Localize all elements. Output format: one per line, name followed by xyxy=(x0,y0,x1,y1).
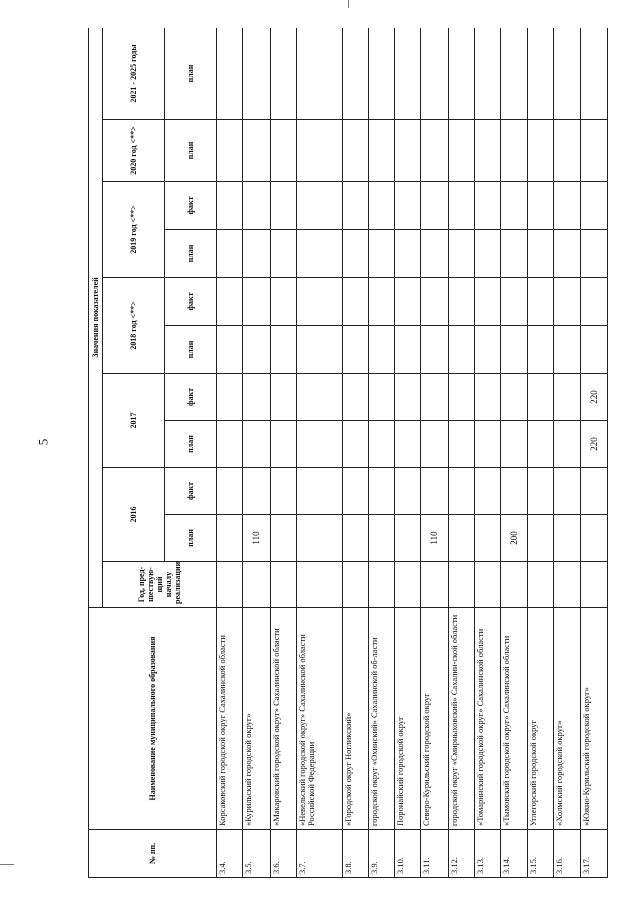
value-cell xyxy=(270,374,296,421)
value-cell: 200 xyxy=(500,515,527,562)
value-cell xyxy=(243,230,270,278)
value-cell xyxy=(368,326,394,374)
value-cell xyxy=(474,421,500,468)
value-cell xyxy=(500,562,527,608)
value-cell xyxy=(243,278,270,326)
value-cell xyxy=(296,374,342,421)
header-fact: факт xyxy=(165,468,217,515)
value-cell xyxy=(243,28,270,120)
value-cell xyxy=(421,374,448,421)
value-cell xyxy=(500,28,527,120)
table-row xyxy=(474,28,500,878)
value-cell xyxy=(474,374,500,421)
header-year-2017: 2017 xyxy=(103,374,165,468)
value-cell xyxy=(342,230,368,278)
value-cell xyxy=(395,468,421,515)
value-cell: 110 xyxy=(243,515,270,562)
value-cell xyxy=(528,326,554,374)
value-cell xyxy=(342,468,368,515)
value-cell xyxy=(474,468,500,515)
row-number: 3.15. xyxy=(528,830,554,878)
value-cell xyxy=(421,278,448,326)
municipality-name: «Южно-Курильский городской округ» xyxy=(580,608,607,830)
value-cell xyxy=(580,562,607,608)
value-cell xyxy=(528,562,554,608)
value-cell xyxy=(554,515,580,562)
value-cell xyxy=(217,515,243,562)
value-cell xyxy=(500,120,527,182)
value-cell xyxy=(342,326,368,374)
value-cell xyxy=(528,515,554,562)
value-cell xyxy=(270,326,296,374)
value-cell xyxy=(217,326,243,374)
value-cell xyxy=(395,278,421,326)
value-cell xyxy=(217,421,243,468)
value-cell xyxy=(243,468,270,515)
value-cell xyxy=(217,468,243,515)
value-cell xyxy=(342,278,368,326)
value-cell xyxy=(554,278,580,326)
value-cell xyxy=(528,182,554,230)
value-cell xyxy=(270,278,296,326)
header-fact: факт xyxy=(165,278,217,326)
value-cell xyxy=(580,120,607,182)
value-cell xyxy=(421,28,448,120)
value-cell xyxy=(395,562,421,608)
value-cell xyxy=(368,374,394,421)
value-cell xyxy=(296,515,342,562)
value-cell xyxy=(243,326,270,374)
value-cell xyxy=(296,182,342,230)
header-year-2016: 2016 xyxy=(103,468,165,562)
value-cell xyxy=(554,326,580,374)
value-cell xyxy=(296,120,342,182)
value-cell xyxy=(296,562,342,608)
value-cell xyxy=(528,468,554,515)
value-cell xyxy=(217,182,243,230)
value-cell xyxy=(500,182,527,230)
value-cell xyxy=(448,230,474,278)
value-cell: 220 xyxy=(580,421,607,468)
value-cell xyxy=(296,468,342,515)
value-cell xyxy=(342,182,368,230)
table-row xyxy=(421,28,448,878)
value-cell xyxy=(395,374,421,421)
value-cell xyxy=(296,230,342,278)
value-cell xyxy=(217,120,243,182)
value-cell xyxy=(500,326,527,374)
value-cell xyxy=(554,120,580,182)
value-cell xyxy=(554,28,580,120)
value-cell xyxy=(528,421,554,468)
value-cell xyxy=(395,515,421,562)
value-cell xyxy=(500,421,527,468)
municipality-name: «Тымовский городской округ» Сахалинской области xyxy=(500,608,527,830)
value-cell xyxy=(448,326,474,374)
header-year-2018: 2018 год <**> xyxy=(103,278,165,374)
value-cell xyxy=(270,28,296,120)
municipality-name: Корсаковский городской округ Сахалинской области xyxy=(217,608,243,830)
municipality-name: Углегорский городской округ xyxy=(528,608,554,830)
value-cell xyxy=(296,421,342,468)
value-cell xyxy=(528,374,554,421)
value-cell xyxy=(243,421,270,468)
page-number: 5 xyxy=(35,438,51,446)
value-cell xyxy=(528,28,554,120)
value-cell xyxy=(448,515,474,562)
table-row xyxy=(243,28,270,878)
value-cell xyxy=(395,28,421,120)
row-number: 3.13. xyxy=(474,830,500,878)
value-cell xyxy=(342,562,368,608)
value-cell xyxy=(448,421,474,468)
row-number: 3.17. xyxy=(580,830,607,878)
row-number: 3.14. xyxy=(500,830,527,878)
value-cell xyxy=(243,374,270,421)
municipality-name: городской округ «Охинский» Сахалинской об-ласти xyxy=(368,608,394,830)
value-cell xyxy=(474,515,500,562)
value-cell xyxy=(474,120,500,182)
value-cell xyxy=(368,562,394,608)
table-row xyxy=(296,28,342,878)
value-cell xyxy=(217,28,243,120)
value-cell xyxy=(342,515,368,562)
municipality-name: городской округ «Смирныховский» Сахалин-ской области xyxy=(448,608,474,830)
value-cell xyxy=(270,182,296,230)
municipality-name: «Томаринский городской округ» Сахалинской области xyxy=(474,608,500,830)
value-cell xyxy=(448,468,474,515)
row-number: 3.7. xyxy=(296,830,342,878)
value-cell xyxy=(243,562,270,608)
header-values-group: Значения показателей xyxy=(89,28,103,608)
value-cell xyxy=(217,230,243,278)
header-plan: план xyxy=(165,28,217,120)
value-cell xyxy=(395,120,421,182)
municipality-name: «Курильский городской округ» xyxy=(243,608,270,830)
value-cell xyxy=(270,120,296,182)
header-name: Наименование муниципального образования xyxy=(89,608,217,830)
value-cell xyxy=(217,562,243,608)
value-cell xyxy=(368,230,394,278)
header-plan: план xyxy=(165,421,217,468)
value-cell: 220 xyxy=(580,374,607,421)
municipality-name: «Макаровский городской округ» Сахалинской области xyxy=(270,608,296,830)
municipality-name: «Городской округ Ногликский» xyxy=(342,608,368,830)
value-cell xyxy=(217,278,243,326)
value-cell xyxy=(500,230,527,278)
value-cell xyxy=(270,468,296,515)
value-cell xyxy=(296,28,342,120)
value-cell xyxy=(500,278,527,326)
value-cell xyxy=(395,182,421,230)
value-cell xyxy=(243,182,270,230)
value-cell xyxy=(421,182,448,230)
value-cell xyxy=(368,182,394,230)
value-cell xyxy=(554,468,580,515)
header-plan: план xyxy=(165,120,217,182)
municipality-name: «Невельский городской округ» Сахалинской области Российской Федерации xyxy=(296,608,342,830)
value-cell xyxy=(368,278,394,326)
value-cell xyxy=(580,468,607,515)
document-table-frame xyxy=(88,28,608,878)
municipality-name: Поронайский городской округ xyxy=(395,608,421,830)
value-cell xyxy=(217,374,243,421)
table-row xyxy=(217,28,243,878)
scan-mark xyxy=(0,864,14,865)
value-cell xyxy=(270,562,296,608)
value-cell xyxy=(421,421,448,468)
value-cell xyxy=(243,120,270,182)
table-row xyxy=(448,28,474,878)
value-cell xyxy=(448,562,474,608)
value-cell xyxy=(421,562,448,608)
row-number: 3.11. xyxy=(421,830,448,878)
value-cell xyxy=(474,182,500,230)
row-number: 3.6. xyxy=(270,830,296,878)
value-cell xyxy=(474,278,500,326)
header-plan: план xyxy=(165,326,217,374)
header-years-2021-2025: 2021 - 2025 годы xyxy=(103,28,165,120)
table-row xyxy=(342,28,368,878)
value-cell xyxy=(421,326,448,374)
value-cell xyxy=(342,28,368,120)
row-number: 3.5. xyxy=(243,830,270,878)
value-cell xyxy=(554,374,580,421)
value-cell xyxy=(580,278,607,326)
header-year-2019: 2019 год <**> xyxy=(103,182,165,278)
value-cell xyxy=(421,230,448,278)
value-cell xyxy=(528,230,554,278)
value-cell xyxy=(448,120,474,182)
row-number: 3.9. xyxy=(368,830,394,878)
table-row xyxy=(270,28,296,878)
row-number: 3.8. xyxy=(342,830,368,878)
value-cell xyxy=(296,326,342,374)
value-cell xyxy=(368,421,394,468)
header-plan: план xyxy=(165,230,217,278)
table-row xyxy=(528,28,554,878)
value-cell xyxy=(342,374,368,421)
value-cell xyxy=(580,182,607,230)
header-plan: план xyxy=(165,515,217,562)
value-cell xyxy=(270,515,296,562)
table-row xyxy=(580,28,607,878)
value-cell xyxy=(342,421,368,468)
value-cell xyxy=(528,278,554,326)
header-fact: факт xyxy=(165,182,217,230)
table-row xyxy=(500,28,527,878)
table-row xyxy=(554,28,580,878)
value-cell xyxy=(395,230,421,278)
value-cell xyxy=(270,230,296,278)
value-cell xyxy=(500,468,527,515)
scan-mark xyxy=(348,0,349,8)
value-cell xyxy=(580,28,607,120)
value-cell xyxy=(421,120,448,182)
value-cell xyxy=(474,326,500,374)
value-cell xyxy=(474,28,500,120)
value-cell xyxy=(474,562,500,608)
value-cell xyxy=(270,421,296,468)
header-year-2020: 2020 год <**> xyxy=(103,120,165,182)
row-number: 3.4. xyxy=(217,830,243,878)
rotated-table-container xyxy=(88,28,608,878)
value-cell xyxy=(528,120,554,182)
value-cell xyxy=(474,230,500,278)
header-year-start: Год, пред-шествую-щий началу реализации xyxy=(103,562,217,608)
value-cell xyxy=(421,468,448,515)
indicators-table xyxy=(88,28,608,878)
row-number: 3.10. xyxy=(395,830,421,878)
value-cell xyxy=(554,182,580,230)
value-cell xyxy=(448,182,474,230)
value-cell xyxy=(554,562,580,608)
value-cell xyxy=(395,326,421,374)
value-cell xyxy=(554,230,580,278)
table-body xyxy=(217,28,608,878)
table-row xyxy=(368,28,394,878)
value-cell xyxy=(580,326,607,374)
value-cell xyxy=(580,230,607,278)
header-num: № пп. xyxy=(89,830,217,878)
value-cell xyxy=(368,515,394,562)
value-cell xyxy=(368,468,394,515)
row-number: 3.12. xyxy=(448,830,474,878)
value-cell xyxy=(368,120,394,182)
value-cell xyxy=(395,421,421,468)
value-cell: 110 xyxy=(421,515,448,562)
value-cell xyxy=(554,421,580,468)
value-cell xyxy=(342,120,368,182)
value-cell xyxy=(448,374,474,421)
municipality-name: Северо-Курильский городской округ xyxy=(421,608,448,830)
header-fact: факт xyxy=(165,374,217,421)
value-cell xyxy=(448,278,474,326)
value-cell xyxy=(500,374,527,421)
municipality-name: «Холмский городской округ» xyxy=(554,608,580,830)
table-row xyxy=(395,28,421,878)
value-cell xyxy=(448,28,474,120)
value-cell xyxy=(368,28,394,120)
row-number: 3.16. xyxy=(554,830,580,878)
value-cell xyxy=(296,278,342,326)
value-cell xyxy=(580,515,607,562)
